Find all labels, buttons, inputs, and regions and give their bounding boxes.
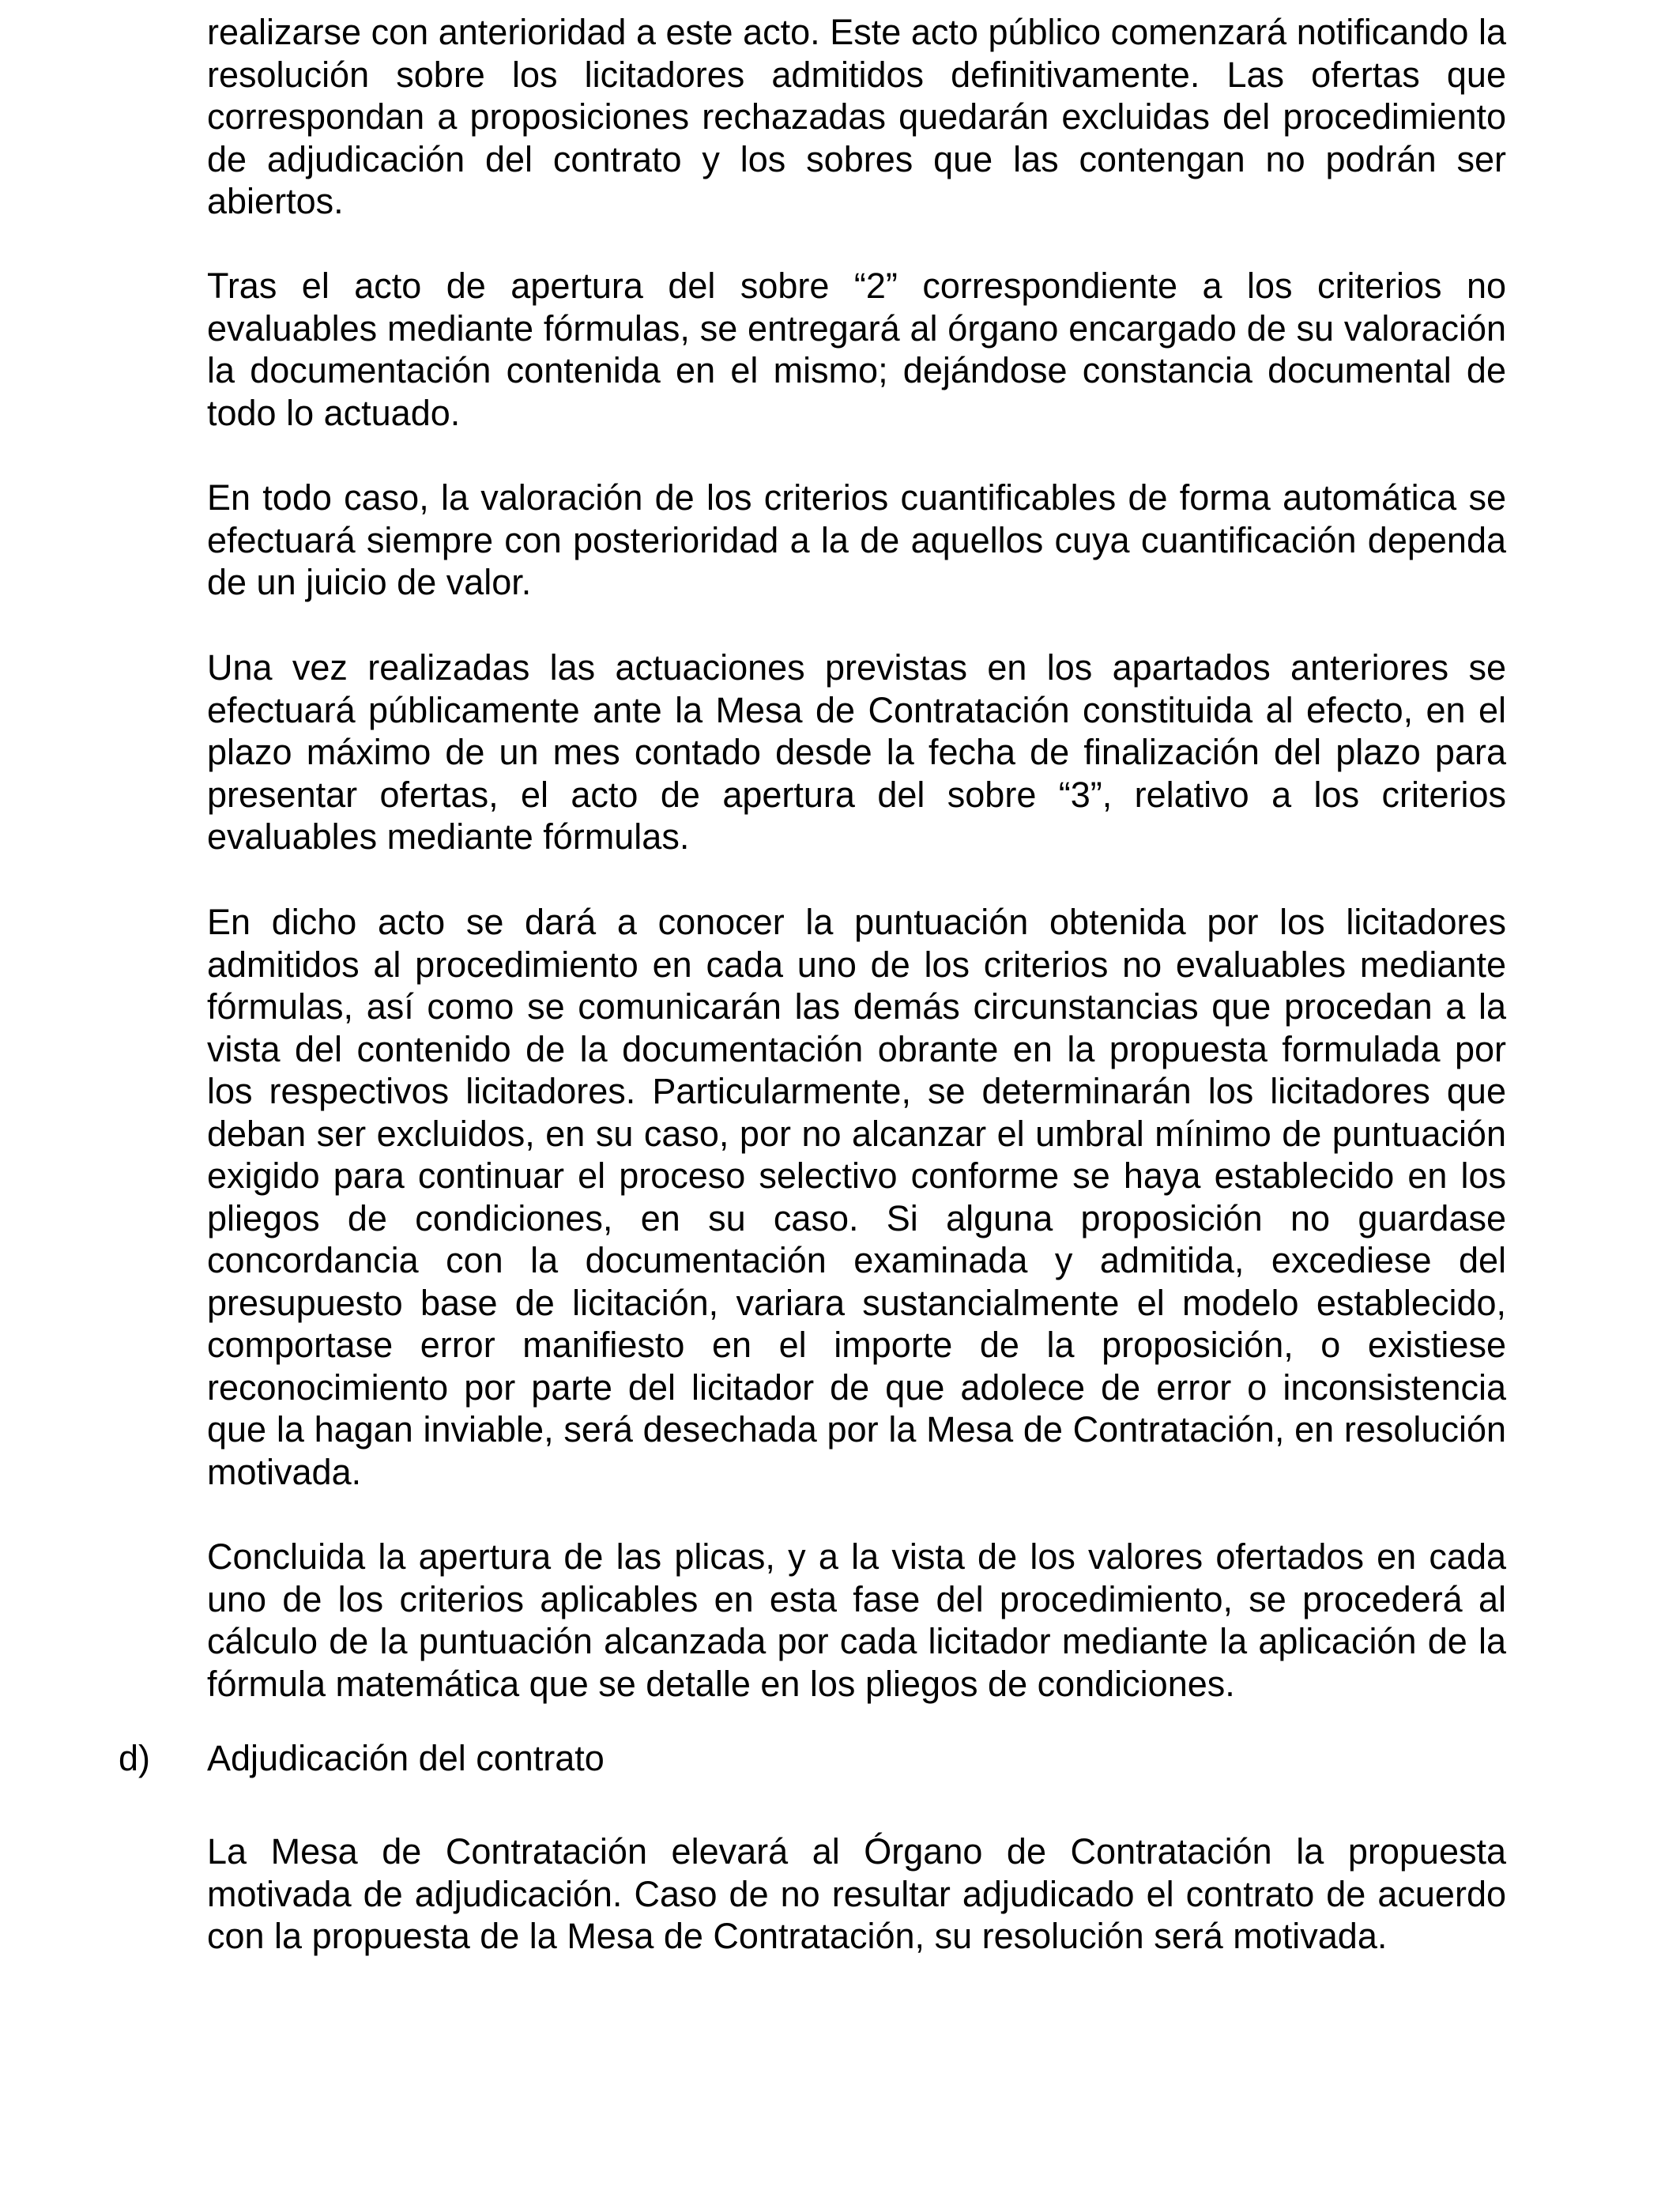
- paragraph-public-act-continuation: realizarse con anterioridad a este acto. Este acto público comenzará notificando la resolución sobre los licitadores admitidos definitivamente. Las ofertas que correspondan a proposiciones rechazadas quedarán excluidas del procedimiento de adjudicación del contrato y los sobres que las contengan no podrán ser abiertos.: [207, 12, 1506, 221]
- paragraph-contract-award: La Mesa de Contratación elevará al Órgano de Contratación la propuesta motivada de adjudicación. Caso de no resultar adjudicado el contrato de acuerdo con la propuesta de la Mesa de Contratación, su resolución será motivada.: [207, 1831, 1506, 1956]
- section-d-title: Adjudicación del contrato: [207, 1738, 605, 1778]
- paragraph-score-calculation: Concluida la apertura de las plicas, y a la vista de los valores ofertados en cada uno de los criterios aplicables en esta fase del procedimiento, se procederá al cálculo de la puntuación alcanzada por cada licitador mediante la aplicación de la fórmula matemática que se detalle en los pliegos de condiciones.: [207, 1536, 1506, 1704]
- paragraph-automatic-criteria-valuation: En todo caso, la valoración de los criterios cuantificables de forma automática se efectuará siempre con posterioridad a la de aquellos cuya cuantificación dependa de un juicio de valor.: [207, 477, 1506, 602]
- paragraph-envelope-3-opening: Una vez realizadas las actuaciones previstas en los apartados anteriores se efectuará públicamente ante la Mesa de Contratación constituida al efecto, en el plazo máximo de un mes contado desde la fecha de finalización del plazo para presentar ofertas, el acto de apertura del sobre “3”, relativo a los criterios evaluables mediante fórmulas.: [207, 647, 1506, 857]
- section-d-label: d): [119, 1738, 151, 1778]
- paragraph-score-announcement: En dicho acto se dará a conocer la puntuación obtenida por los licitadores admitidos al procedimiento en cada uno de los criterios no evaluables mediante fórmulas, así como se comunicarán las demás circunstancias que procedan a la vista del contenido de la documentación obrante en la propuesta formulada por los respectivos licitadores. Particularmente, se determinarán los licitadores que deban ser excluidos, en su caso, por no alcanzar el umbral mínimo de puntuación exigido para continuar el proceso selectivo conforme se haya establecido en los pliegos de condiciones, en su caso. Si alguna proposición no guardase concordancia con la documentación examinada y admitida, excediese del presupuesto base de licitación, variara sustancialmente el modelo establecido, comportase error manifiesto en el importe de la proposición, o existiese reconocimiento por parte del licitador de que adolece de error o inconsistencia que la hagan inviable, será desechada por la Mesa de Contratación, en resolución motivada.: [207, 902, 1506, 1492]
- paragraph-envelope-2-opening: Tras el acto de apertura del sobre “2” correspondiente a los criterios no evaluables mediante fórmulas, se entregará al órgano encargado de su valoración la documentación contenida en el mismo; dejándose constancia documental de todo lo actuado.: [207, 266, 1506, 433]
- section-d-heading: [0, 1737, 1680, 1785]
